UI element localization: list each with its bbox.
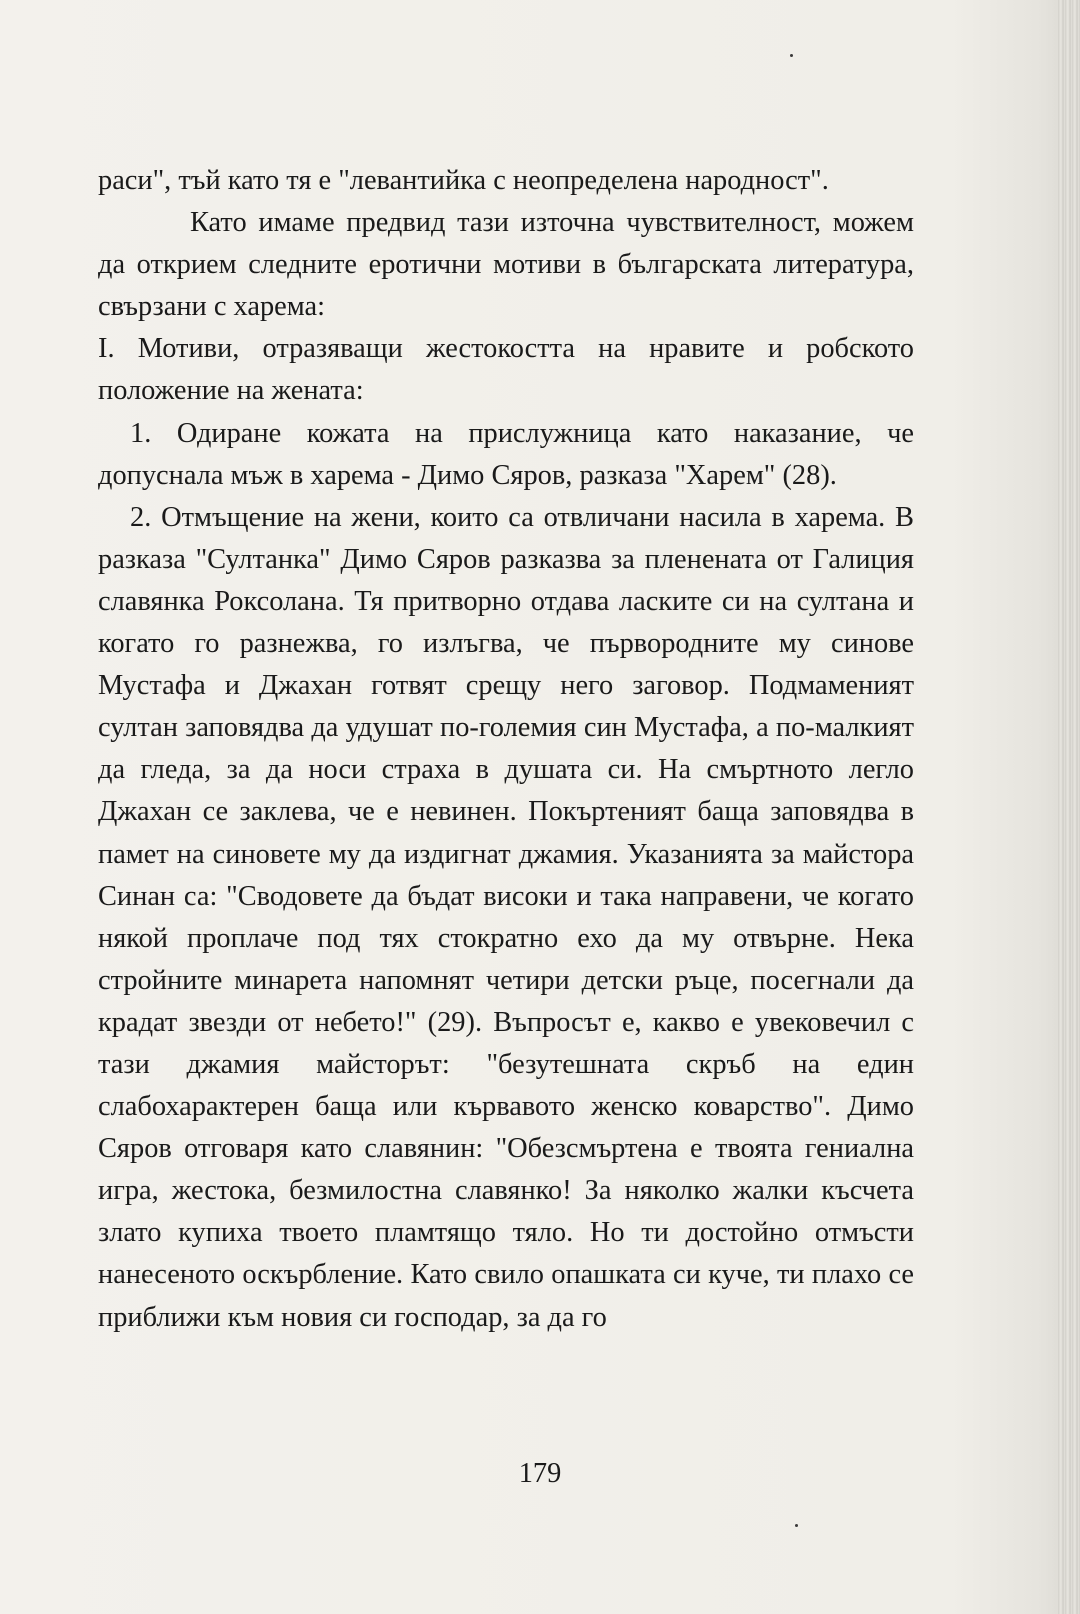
paper-speck bbox=[795, 1524, 798, 1527]
section-heading-motifs: І. Мотиви, отразяващи жестокостта на нравите и робското положение на жената: bbox=[98, 333, 914, 407]
page-number: 179 bbox=[518, 1458, 562, 1489]
list-item-2: 2. Отмъщение на жени, които са отвличани насила в харема. В разказа "Султанка" Димо Сяров разказва за пленената от Галиция славянка Роксолана. Тя притворно отдава ласките си на султана и когато го разнежва, го излъгва, че първородните му синове Мустафа и Джахан готвят срещу него заговор. Подмаменият султан заповядва да удушат по-големия син Мустафа, а по-малкият да гледа, за да носи страха в душата си. На смъртното легло Джахан се заклева, че е невинен. Покъртеният баща заповядва в памет на синовете му да издигнат джамия. Указанията за майстора Синан са: "Сводовете да бъдат високи и така направени, че когато някой проплаче под тях стократно ехо да му отвърне. Нека стройните минарета напомнят четири детски ръце, посегнали да крадат звезди от небето!" (29). Въпросът е, какво е увековечил с тази джамия майсторът: "безутешната скръб на един слабохарактерен баща или кървавото женско коварство". Димо Сяров отговаря като славянин: "Обезсмъртена е твоята гениална игра, жестока, безмилостна славянко! За няколко жалки късчета злато купиха твоето пламтящо тяло. Но ти достойно отмъсти нанесеното оскърбление. Като свило опашката си куче, ти плахо се приближи към новия си господар, за да го bbox=[98, 501, 914, 1333]
page-spine-edge bbox=[1058, 0, 1080, 1614]
paragraph-intro: Като имаме предвид тази източна чувствителност, можем да открием следните еротични мотиви в българската литература, свързани с харема: bbox=[98, 207, 914, 323]
paragraph-continuation: раси", тъй като тя е "левантийка с неопределена народност". bbox=[98, 165, 829, 196]
list-item-1: 1. Одиране кожата на прислужница като наказание, че допуснала мъж в харема - Димо Сяров, разказа "Харем" (28). bbox=[98, 417, 914, 491]
body-text bbox=[98, 160, 914, 1339]
paper-speck bbox=[790, 54, 793, 57]
